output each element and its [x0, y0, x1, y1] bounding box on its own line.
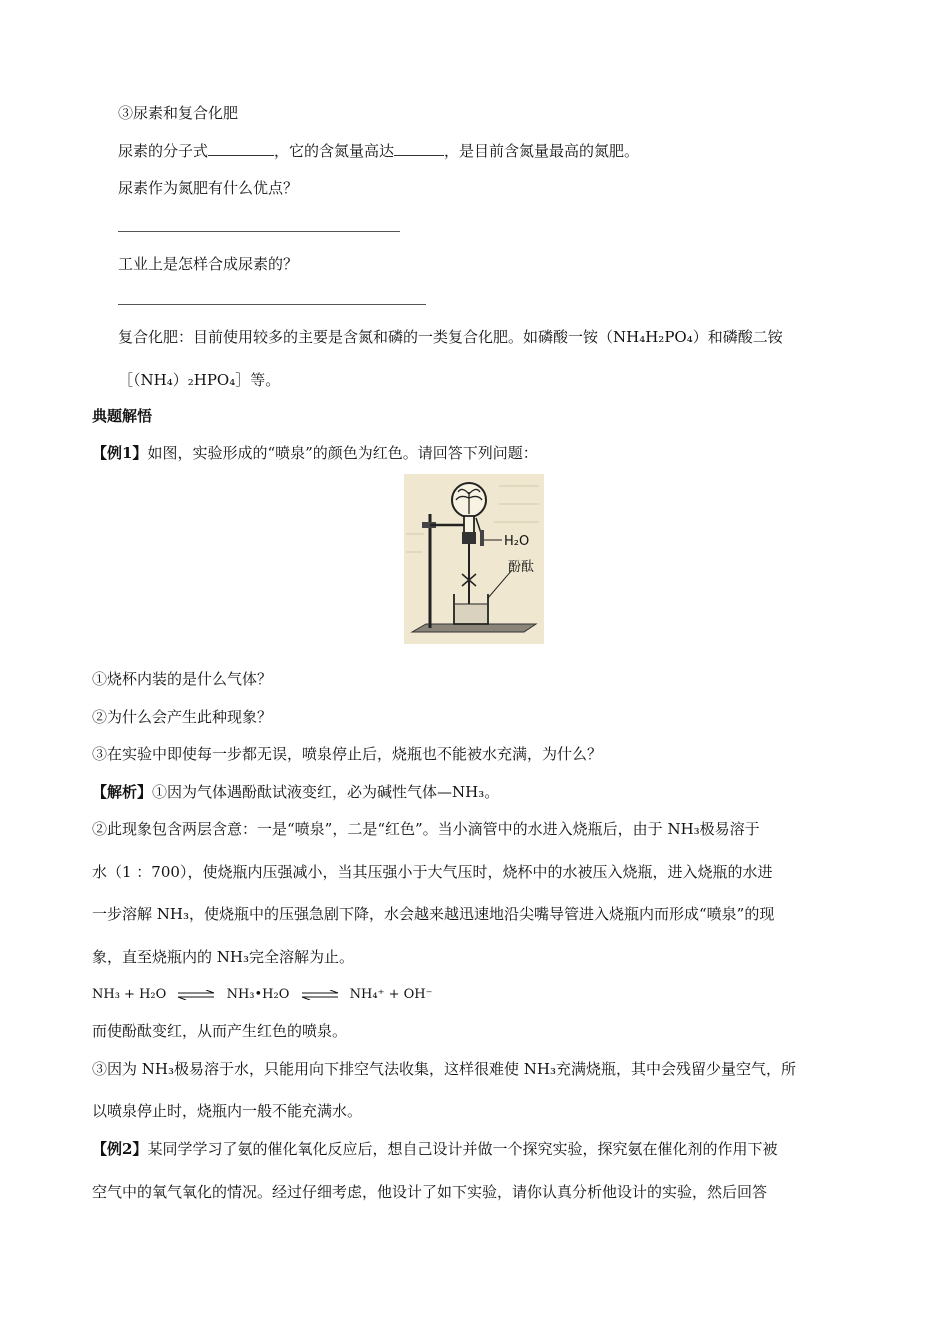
equation-middle: NH₃•H₂O: [226, 987, 290, 1002]
equilibrium-arrow-icon: [300, 990, 340, 1000]
nitrogen-content-blank[interactable]: [394, 141, 444, 156]
example-1-prompt: [92, 443, 538, 463]
equilibrium-arrow-icon: [176, 990, 216, 1000]
example-2-line-2: 空气中的氧气氧化的情况。经过仔细考虑，他设计了如下实验，请你认真分析他设计的实验，然后回答: [92, 1183, 768, 1201]
analysis-3-line-1: ③因为 NH₃极易溶于水，只能用向下排空气法收集，这样很难使 NH₃充满烧瓶，其中会残留少量空气，所: [92, 1060, 796, 1078]
analysis-3-line-2: 以喷泉停止时，烧瓶内一般不能充满水。: [92, 1102, 363, 1120]
section-title: 典题解悟: [92, 407, 153, 425]
example-1-label: 【例1】: [92, 444, 148, 462]
urea-formula-question: [118, 141, 639, 161]
analysis-2-line-2: 水（1 ：700），使烧瓶内压强减小，当其压强小于大气压时，烧杯中的水被压入烧瓶，进入烧瓶的水进: [92, 863, 773, 881]
analysis-answer-1: [92, 782, 499, 802]
chemical-equation: [92, 985, 432, 1005]
analysis-2-line-1: ②此现象包含两层含意：一是“喷泉”，二是“红色”。当小滴管中的水进入烧瓶后，由于 NH₃极易溶于: [92, 820, 760, 838]
equation-left: NH₃ + H₂O: [92, 987, 167, 1002]
urea-advantage-question: 尿素作为氮肥有什么优点？: [118, 179, 299, 197]
compound-fertilizer-text: 复合化肥：目前使用较多的主要是含氮和磷的一类复合化肥。如磷酸一铵（NH₄H₂PO₄）和磷酸二铵: [118, 328, 783, 346]
analysis-label: 【解析】: [92, 783, 153, 801]
formula-pre-text: 尿素的分子式: [118, 142, 209, 160]
formula-post-text: ，是目前含氮量最高的氮肥。: [444, 142, 640, 160]
urea-heading: ③尿素和复合化肥: [118, 104, 239, 122]
formula-blank[interactable]: [208, 141, 274, 156]
water-label: H₂O: [504, 534, 530, 549]
advantage-answer-line[interactable]: [118, 231, 400, 232]
analysis-2-line-5: 而使酚酞变红，从而产生红色的喷泉。: [92, 1022, 348, 1040]
question-3: ③在实验中即使每一步都无误，喷泉停止后，烧瓶也不能被水充满，为什么？: [92, 745, 603, 763]
example-1-text: 如图，实验形成的“喷泉”的颜色为红色。请回答下列问题：: [147, 444, 538, 462]
example-2-label: 【例2】: [92, 1140, 148, 1158]
question-2: ②为什么会产生此种现象？: [92, 708, 273, 726]
urea-industry-question: 工业上是怎样合成尿素的？: [118, 255, 299, 273]
formula-mid-text: ，它的含氮量高达: [274, 142, 395, 160]
example-2-line-1: [92, 1139, 777, 1159]
example-2-text-1: 某同学学习了氨的催化氧化反应后，想自己设计并做一个探究实验，探究氨在催化剂的作用下被: [147, 1140, 778, 1158]
industry-answer-line[interactable]: [118, 304, 426, 305]
equation-right: NH₄⁺ + OH⁻: [349, 987, 433, 1002]
phenolphthalein-label: 酚酞: [508, 560, 535, 575]
analysis-2-line-4: 象，直至烧瓶内的 NH₃完全溶解为止。: [92, 948, 354, 966]
compound-fertilizer-text-2: ［（NH₄）₂HPO₄］等。: [118, 371, 281, 389]
analysis-text-1: ①因为气体遇酚酞试液变红，必为碱性气体—NH₃。: [152, 783, 500, 801]
fountain-experiment-figure: [404, 474, 544, 644]
question-1: ①烧杯内装的是什么气体？: [92, 670, 273, 688]
analysis-2-line-3: 一步溶解 NH₃，使烧瓶中的压强急剧下降，水会越来越迅速地沿尖嘴导管进入烧瓶内而形成“喷泉”的现: [92, 905, 775, 923]
